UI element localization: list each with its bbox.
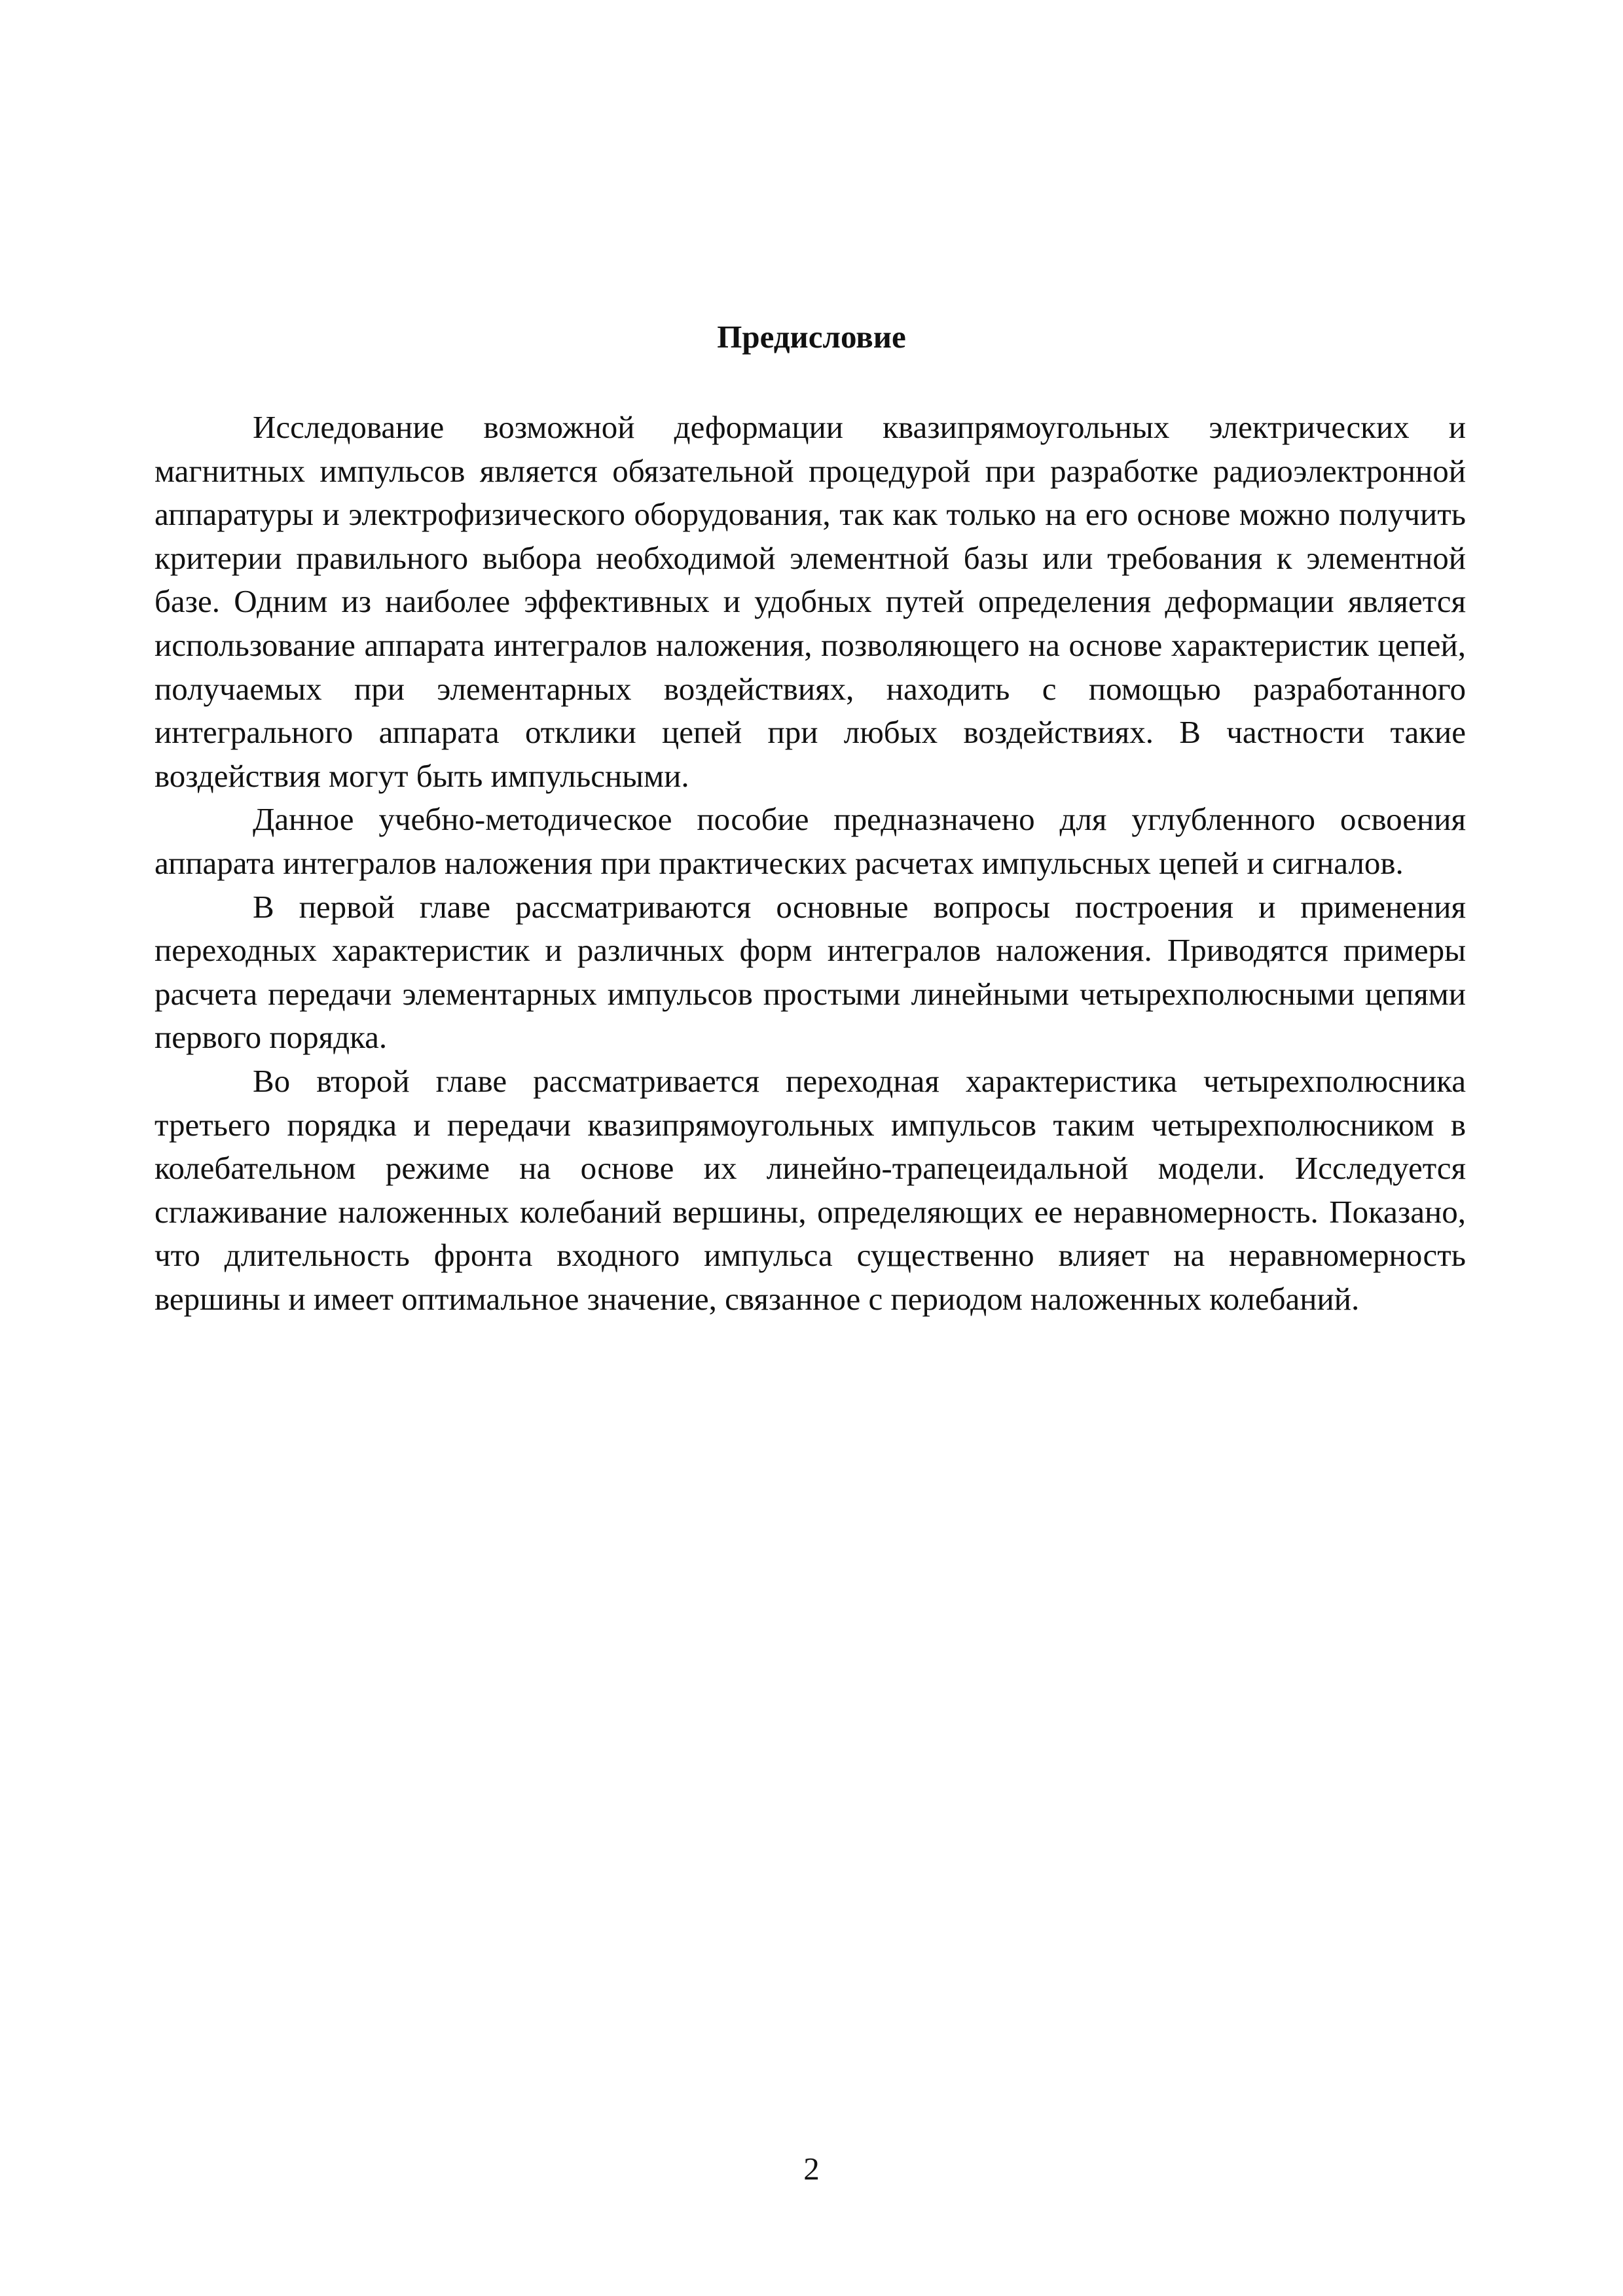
paragraph-4: Во второй главе рассматривается переходная характеристика четырехполюсника третьего порядка и передачи квазипрямоугольных импульсов таким четырехполюсником в колебательном режиме на основе их линейно-трапецеидальной модели. Исследуется сглаживание наложенных колебаний вершины, определяющих ее неравномерность. Показано, что длительность фронта входного импульса существенно влияет на неравномерность вершины и имеет оптимальное значение, связанное с периодом наложенных колебаний. — [155, 1062, 1466, 1317]
body-text — [155, 406, 1466, 1321]
page-number: 2 — [803, 2151, 820, 2187]
paragraph-2: Данное учебно-методическое пособие предназначено для углубленного освоения аппарата интегралов наложения при практических расчетах импульсных цепей и сигналов. — [155, 801, 1466, 881]
paragraph-1: Исследование возможной деформации квазипрямоугольных электрических и магнитных импульсов является обязательной процедурой при разработке радиоэлектронной аппаратуры и электрофизического оборудования, так как только на его основе можно получить критерии правильного выбора необходимой элементной базы или требования к элементной базе. Одним из наиболее эффективных и удобных путей определения деформации является использование аппарата интегралов наложения, позволяющего на основе характеристик цепей, получаемых при элементарных воздействиях, находить с помощью разработанного интегрального аппарата отклики цепей при любых воздействиях. В частности такие воздействия могут быть импульсными. — [155, 409, 1466, 794]
paragraph-3: В первой главе рассматриваются основные вопросы построения и применения переходных характеристик и различных форм интегралов наложения. Приводятся примеры расчета передачи элементарных импульсов простыми линейными четырехполюсными цепями первого порядка. — [155, 888, 1466, 1056]
page-title: Предисловие — [717, 319, 906, 355]
